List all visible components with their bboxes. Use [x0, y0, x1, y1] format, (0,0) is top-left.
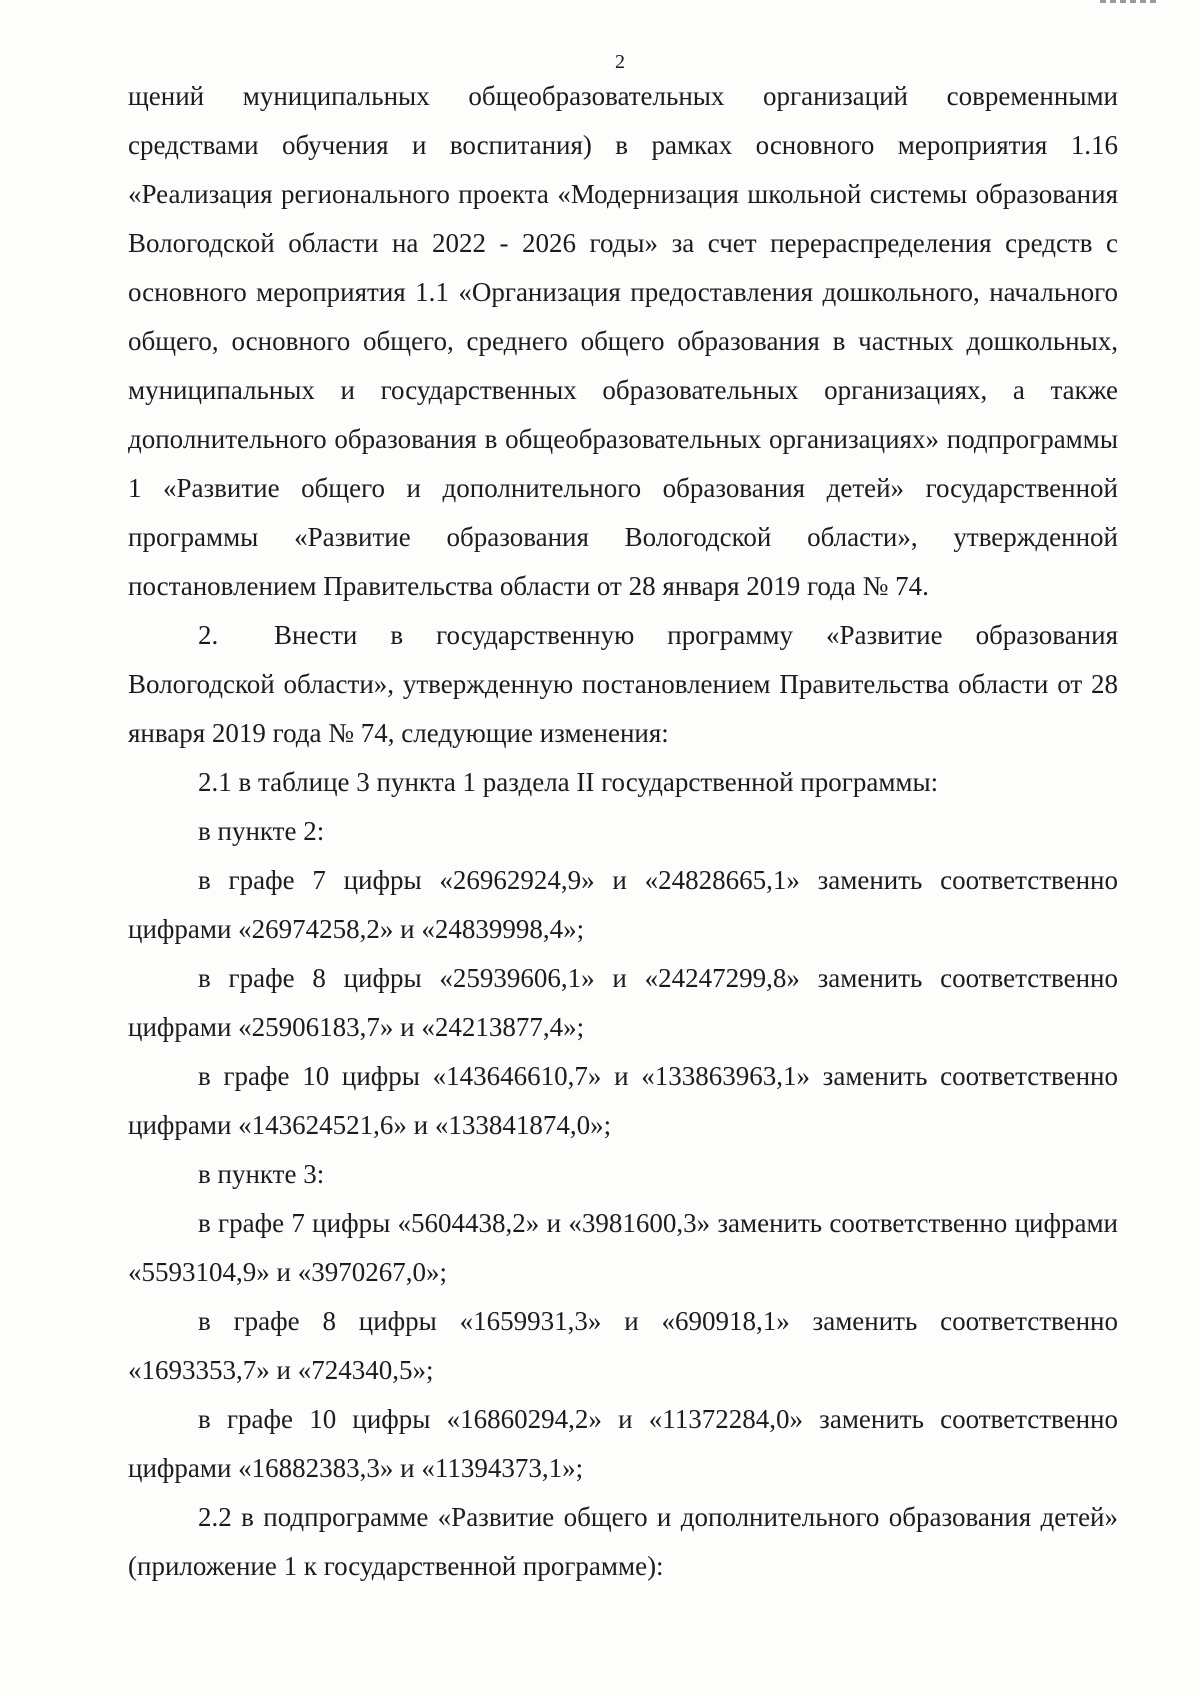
paragraph-point-3: в пункте 3: [198, 1159, 325, 1189]
paragraph-2-1: 2.1 в таблице 3 пункта 1 раздела II государственной программы: [198, 767, 939, 797]
item-2-text: Внести в государственную программу «Развитие образования Вологодской области», утвержденную постановлением Правительства области от 28 января 2019 года № 74, следующие изменения: [128, 620, 1118, 748]
scan-edge-mark [1100, 0, 1160, 3]
paragraph-1-continuation: щений муниципальных общеобразовательных организаций современными средствами обучения и воспитания) в рамках основного мероприятия 1.16 «Реализация регионального проекта «Модернизация школьной системы образования Вологодской области на 2022 - 2026 годы» за счет перераспределения средств с основного мероприятия 1.1 «Организация предоставления дошкольного, начального общего, основного общего, среднего общего образования в частных дошкольных, муниципальных и государственных образовательных организациях, а также дополнительного образования в общеобразовательных организациях» подпрограммы 1 «Развитие общего и дополнительного образования детей» государственной программы «Развитие образования Вологодской области», утвержденной постановлением Правительства области от 28 января 2019 года № 74. [128, 81, 1118, 601]
page-number: 2 [615, 51, 625, 73]
paragraph-column-7-point-2: в графе 7 цифры «26962924,9» и «24828665,1» заменить соответственно цифрами «26974258,2» и «24839998,4»; [128, 865, 1118, 944]
item-number: 2. [198, 620, 219, 650]
paragraph-column-8-point-3: в графе 8 цифры «1659931,3» и «690918,1» заменить соответственно «1693353,7» и «724340,5»; [128, 1306, 1118, 1385]
paragraph-item-2 [128, 611, 1118, 758]
document-body [128, 72, 1118, 1591]
paragraph-2-2: 2.2 в подпрограмме «Развитие общего и дополнительного образования детей» (приложение 1 к государственной программе): [128, 1502, 1118, 1581]
paragraph-column-10-point-3: в графе 10 цифры «16860294,2» и «11372284,0» заменить соответственно цифрами «16882383,3» и «11394373,1»; [128, 1404, 1118, 1483]
paragraph-column-10-point-2: в графе 10 цифры «143646610,7» и «133863963,1» заменить соответственно цифрами «143624521,6» и «133841874,0»; [128, 1061, 1118, 1140]
paragraph-column-8-point-2: в графе 8 цифры «25939606,1» и «24247299,8» заменить соответственно цифрами «25906183,7» и «24213877,4»; [128, 963, 1118, 1042]
paragraph-column-7-point-3: в графе 7 цифры «5604438,2» и «3981600,3» заменить соответственно цифрами «5593104,9» и «3970267,0»; [128, 1208, 1118, 1287]
paragraph-point-2: в пункте 2: [198, 816, 325, 846]
